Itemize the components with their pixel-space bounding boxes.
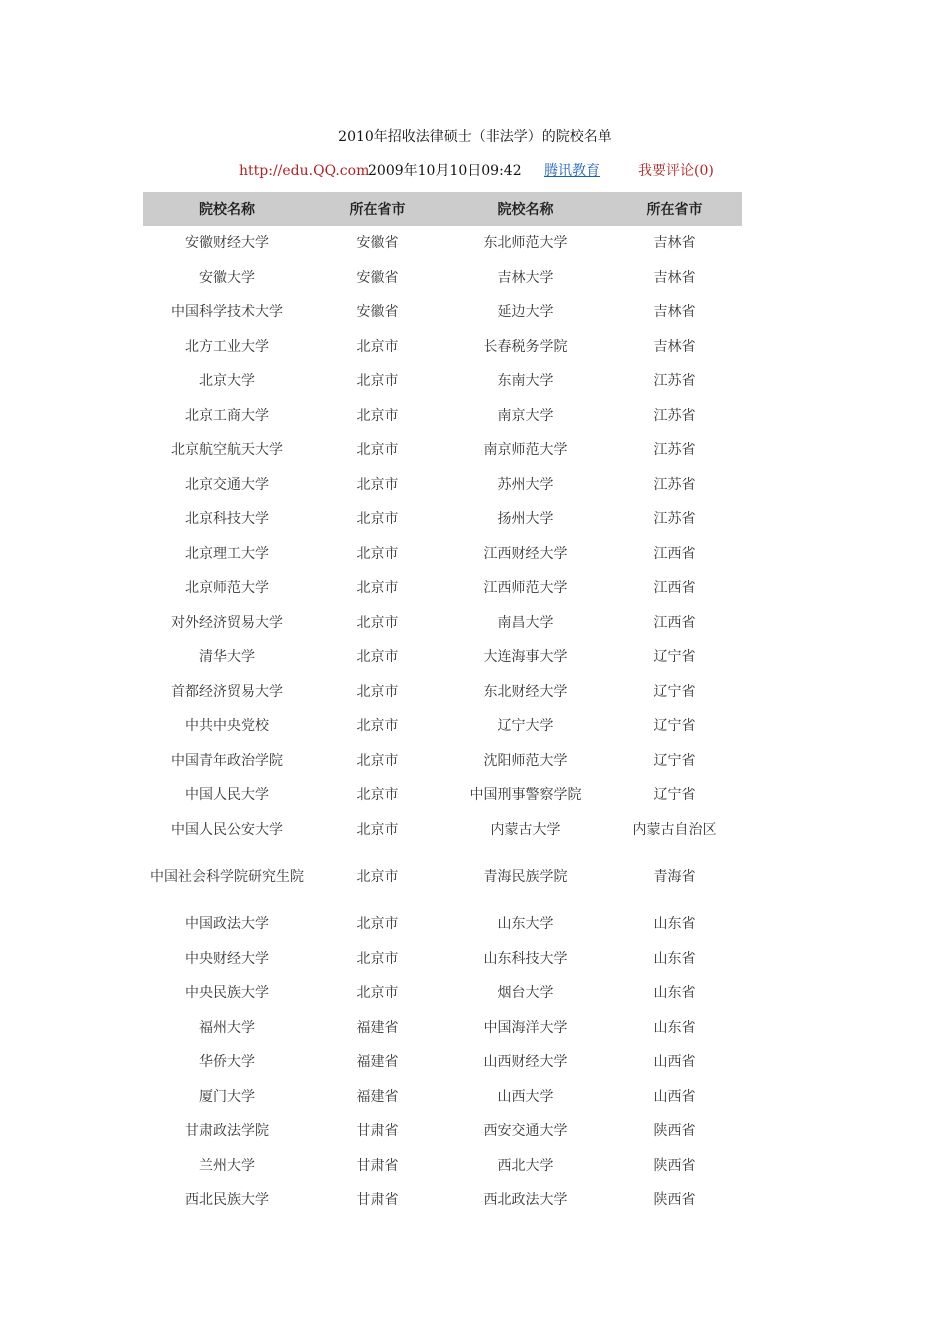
- province-right: 江苏省: [653, 511, 696, 528]
- table-row: [143, 1011, 742, 1046]
- school-name-left: 对外经济贸易大学: [171, 614, 283, 631]
- school-name-right: 西北政法大学: [483, 1192, 568, 1209]
- school-name-right: 辽宁大学: [497, 718, 554, 735]
- article-meta: [0, 160, 950, 182]
- province-right: 吉林省: [653, 338, 696, 355]
- table-row: [143, 640, 742, 675]
- school-name-left: 北京师范大学: [185, 580, 269, 597]
- school-name-left: 北京大学: [199, 373, 255, 390]
- header-province-right: 所在省市: [607, 192, 742, 226]
- school-name-left: 华侨大学: [199, 1054, 255, 1071]
- province-left: 福建省: [356, 1088, 399, 1105]
- school-name-left: 北京理工大学: [185, 545, 269, 562]
- school-name-right: 东南大学: [497, 373, 554, 390]
- page-title: 2010年招收法律硕士（非法学）的院校名单: [338, 129, 612, 145]
- province-left: 北京市: [356, 718, 399, 735]
- province-right: 辽宁省: [653, 718, 696, 735]
- school-name-right: 南京大学: [497, 407, 554, 424]
- province-left: 北京市: [356, 373, 399, 390]
- source-channel-link[interactable]: 腾讯教育: [544, 163, 600, 179]
- province-left: 福建省: [356, 1019, 399, 1036]
- school-name-left: 中央民族大学: [185, 985, 269, 1002]
- province-right: 山东省: [653, 950, 696, 967]
- province-right: 江苏省: [653, 373, 696, 390]
- school-name-left: 中国人民公安大学: [171, 821, 283, 838]
- school-name-right: 苏州大学: [497, 476, 554, 493]
- province-left: 北京市: [356, 649, 399, 666]
- province-right: 陕西省: [653, 1123, 696, 1140]
- header-school-name-left: 院校名称: [143, 192, 311, 226]
- table-row: [143, 1080, 742, 1115]
- table-row: [143, 571, 742, 606]
- province-right: 江西省: [653, 614, 696, 631]
- table-row: [143, 709, 742, 744]
- school-name-right: 南京师范大学: [483, 442, 568, 459]
- table-row: [143, 226, 742, 261]
- province-right: 山东省: [653, 916, 696, 933]
- province-right: 青海省: [653, 869, 696, 885]
- school-name-right: 延边大学: [497, 304, 554, 321]
- header-province-left: 所在省市: [311, 192, 444, 226]
- province-right: 陕西省: [653, 1192, 696, 1209]
- school-name-left: 清华大学: [199, 649, 255, 666]
- province-right: 内蒙古自治区: [632, 821, 717, 838]
- province-left: 福建省: [356, 1054, 399, 1071]
- school-name-left: 中国政法大学: [185, 916, 269, 933]
- table-row: [143, 295, 742, 330]
- school-name-left: 厦门大学: [199, 1088, 255, 1105]
- school-name-right: 长春税务学院: [483, 338, 568, 355]
- province-right: 吉林省: [653, 269, 696, 286]
- publish-date: 2009年10月10日09:42: [368, 163, 522, 179]
- table-row: [143, 744, 742, 779]
- school-name-right: 吉林大学: [497, 269, 554, 286]
- table-row: [143, 330, 742, 365]
- school-name-right: 青海民族学院: [483, 869, 568, 885]
- table-row: [143, 1183, 742, 1218]
- school-name-right: 中国刑事警察学院: [469, 787, 582, 804]
- province-left: 安徽省: [356, 269, 399, 286]
- province-right: 辽宁省: [653, 649, 696, 666]
- school-name-left: 北方工业大学: [185, 338, 269, 355]
- province-right: 吉林省: [653, 304, 696, 321]
- table-row: [143, 537, 742, 572]
- province-left: 安徽省: [356, 235, 399, 252]
- school-name-left: 中央财经大学: [185, 950, 269, 967]
- province-right: 陕西省: [653, 1157, 696, 1174]
- province-left: 北京市: [356, 869, 399, 885]
- school-name-left: 西北民族大学: [185, 1192, 269, 1209]
- province-left: 北京市: [356, 476, 399, 493]
- school-name-right: 大连海事大学: [483, 649, 568, 666]
- table-row: [143, 778, 742, 813]
- table-row: [143, 261, 742, 296]
- table-row: [143, 502, 742, 537]
- school-name-left: 福州大学: [199, 1019, 255, 1036]
- province-left: 北京市: [356, 683, 399, 700]
- province-right: 江苏省: [653, 442, 696, 459]
- province-right: 辽宁省: [653, 752, 696, 769]
- school-name-left: 中国科学技术大学: [171, 304, 283, 321]
- school-name-left: 北京科技大学: [185, 511, 269, 528]
- school-name-right: 山东科技大学: [483, 950, 568, 967]
- province-right: 山东省: [653, 1019, 696, 1036]
- school-name-left: 中国社会科学院研究生院: [150, 869, 304, 885]
- table-row: [143, 399, 742, 434]
- school-name-right: 扬州大学: [497, 511, 554, 528]
- school-name-right: 中国海洋大学: [483, 1019, 568, 1036]
- header-school-name-right: 院校名称: [444, 192, 607, 226]
- province-right: 山东省: [653, 985, 696, 1002]
- province-right: 山西省: [653, 1054, 696, 1071]
- school-name-right: 江西财经大学: [483, 545, 568, 562]
- province-right: 江苏省: [653, 476, 696, 493]
- school-list-table: [143, 192, 742, 1218]
- province-left: 北京市: [356, 821, 399, 838]
- province-right: 江西省: [653, 580, 696, 597]
- province-right: 山西省: [653, 1088, 696, 1105]
- province-left: 北京市: [356, 614, 399, 631]
- school-name-left: 中国青年政治学院: [171, 752, 283, 769]
- table-row: [143, 433, 742, 468]
- table-header-row: [143, 192, 742, 226]
- source-url-link[interactable]: http://edu.QQ.com: [239, 163, 370, 179]
- school-name-left: 北京交通大学: [185, 476, 269, 493]
- school-name-right: 西北大学: [497, 1157, 554, 1174]
- school-name-left: 中共中央党校: [185, 718, 269, 735]
- school-name-left: 安徽财经大学: [185, 235, 269, 252]
- school-name-left: 首都经济贸易大学: [171, 683, 283, 700]
- school-name-right: 东北师范大学: [483, 235, 568, 252]
- province-right: 吉林省: [653, 235, 696, 252]
- school-name-right: 烟台大学: [497, 985, 554, 1002]
- province-left: 北京市: [356, 545, 399, 562]
- table-row: [143, 907, 742, 942]
- table-row: [143, 976, 742, 1011]
- province-right: 江苏省: [653, 407, 696, 424]
- province-left: 北京市: [356, 950, 399, 967]
- table-row: [143, 1045, 742, 1080]
- comment-link[interactable]: 我要评论(0): [638, 163, 714, 179]
- province-left: 北京市: [356, 407, 399, 424]
- province-left: 北京市: [356, 916, 399, 933]
- province-right: 辽宁省: [653, 787, 696, 804]
- province-right: 辽宁省: [653, 683, 696, 700]
- province-left: 甘肃省: [356, 1157, 399, 1174]
- school-name-left: 北京工商大学: [185, 407, 269, 424]
- table-row: [143, 364, 742, 399]
- school-name-left: 中国人民大学: [185, 787, 269, 804]
- school-name-right: 山东大学: [497, 916, 554, 933]
- province-left: 北京市: [356, 511, 399, 528]
- table-body: [143, 226, 742, 1218]
- province-left: 北京市: [356, 787, 399, 804]
- table-row: [143, 468, 742, 503]
- table-row: [143, 1114, 742, 1149]
- school-name-right: 东北财经大学: [483, 683, 568, 700]
- school-name-right: 山西大学: [497, 1088, 554, 1105]
- school-name-right: 内蒙古大学: [490, 821, 561, 838]
- province-left: 北京市: [356, 752, 399, 769]
- table-row: [143, 942, 742, 977]
- school-name-right: 沈阳师范大学: [483, 752, 568, 769]
- school-name-left: 兰州大学: [199, 1157, 255, 1174]
- province-right: 江西省: [653, 545, 696, 562]
- province-left: 北京市: [356, 985, 399, 1002]
- province-left: 北京市: [356, 580, 399, 597]
- table-row: [143, 675, 742, 710]
- school-name-right: 南昌大学: [497, 614, 554, 631]
- province-left: 甘肃省: [356, 1123, 399, 1140]
- table-row: [143, 813, 742, 848]
- school-name-left: 甘肃政法学院: [185, 1123, 269, 1140]
- province-left: 北京市: [356, 442, 399, 459]
- province-left: 甘肃省: [356, 1192, 399, 1209]
- school-name-left: 安徽大学: [199, 269, 255, 286]
- school-name-right: 山西财经大学: [483, 1054, 568, 1071]
- table-row: [143, 1149, 742, 1184]
- school-name-left: 北京航空航天大学: [171, 442, 283, 459]
- table-row: [143, 606, 742, 641]
- province-left: 安徽省: [356, 304, 399, 321]
- province-left: 北京市: [356, 338, 399, 355]
- school-name-right: 江西师范大学: [483, 580, 568, 597]
- table-row: [143, 847, 742, 907]
- school-name-right: 西安交通大学: [483, 1123, 568, 1140]
